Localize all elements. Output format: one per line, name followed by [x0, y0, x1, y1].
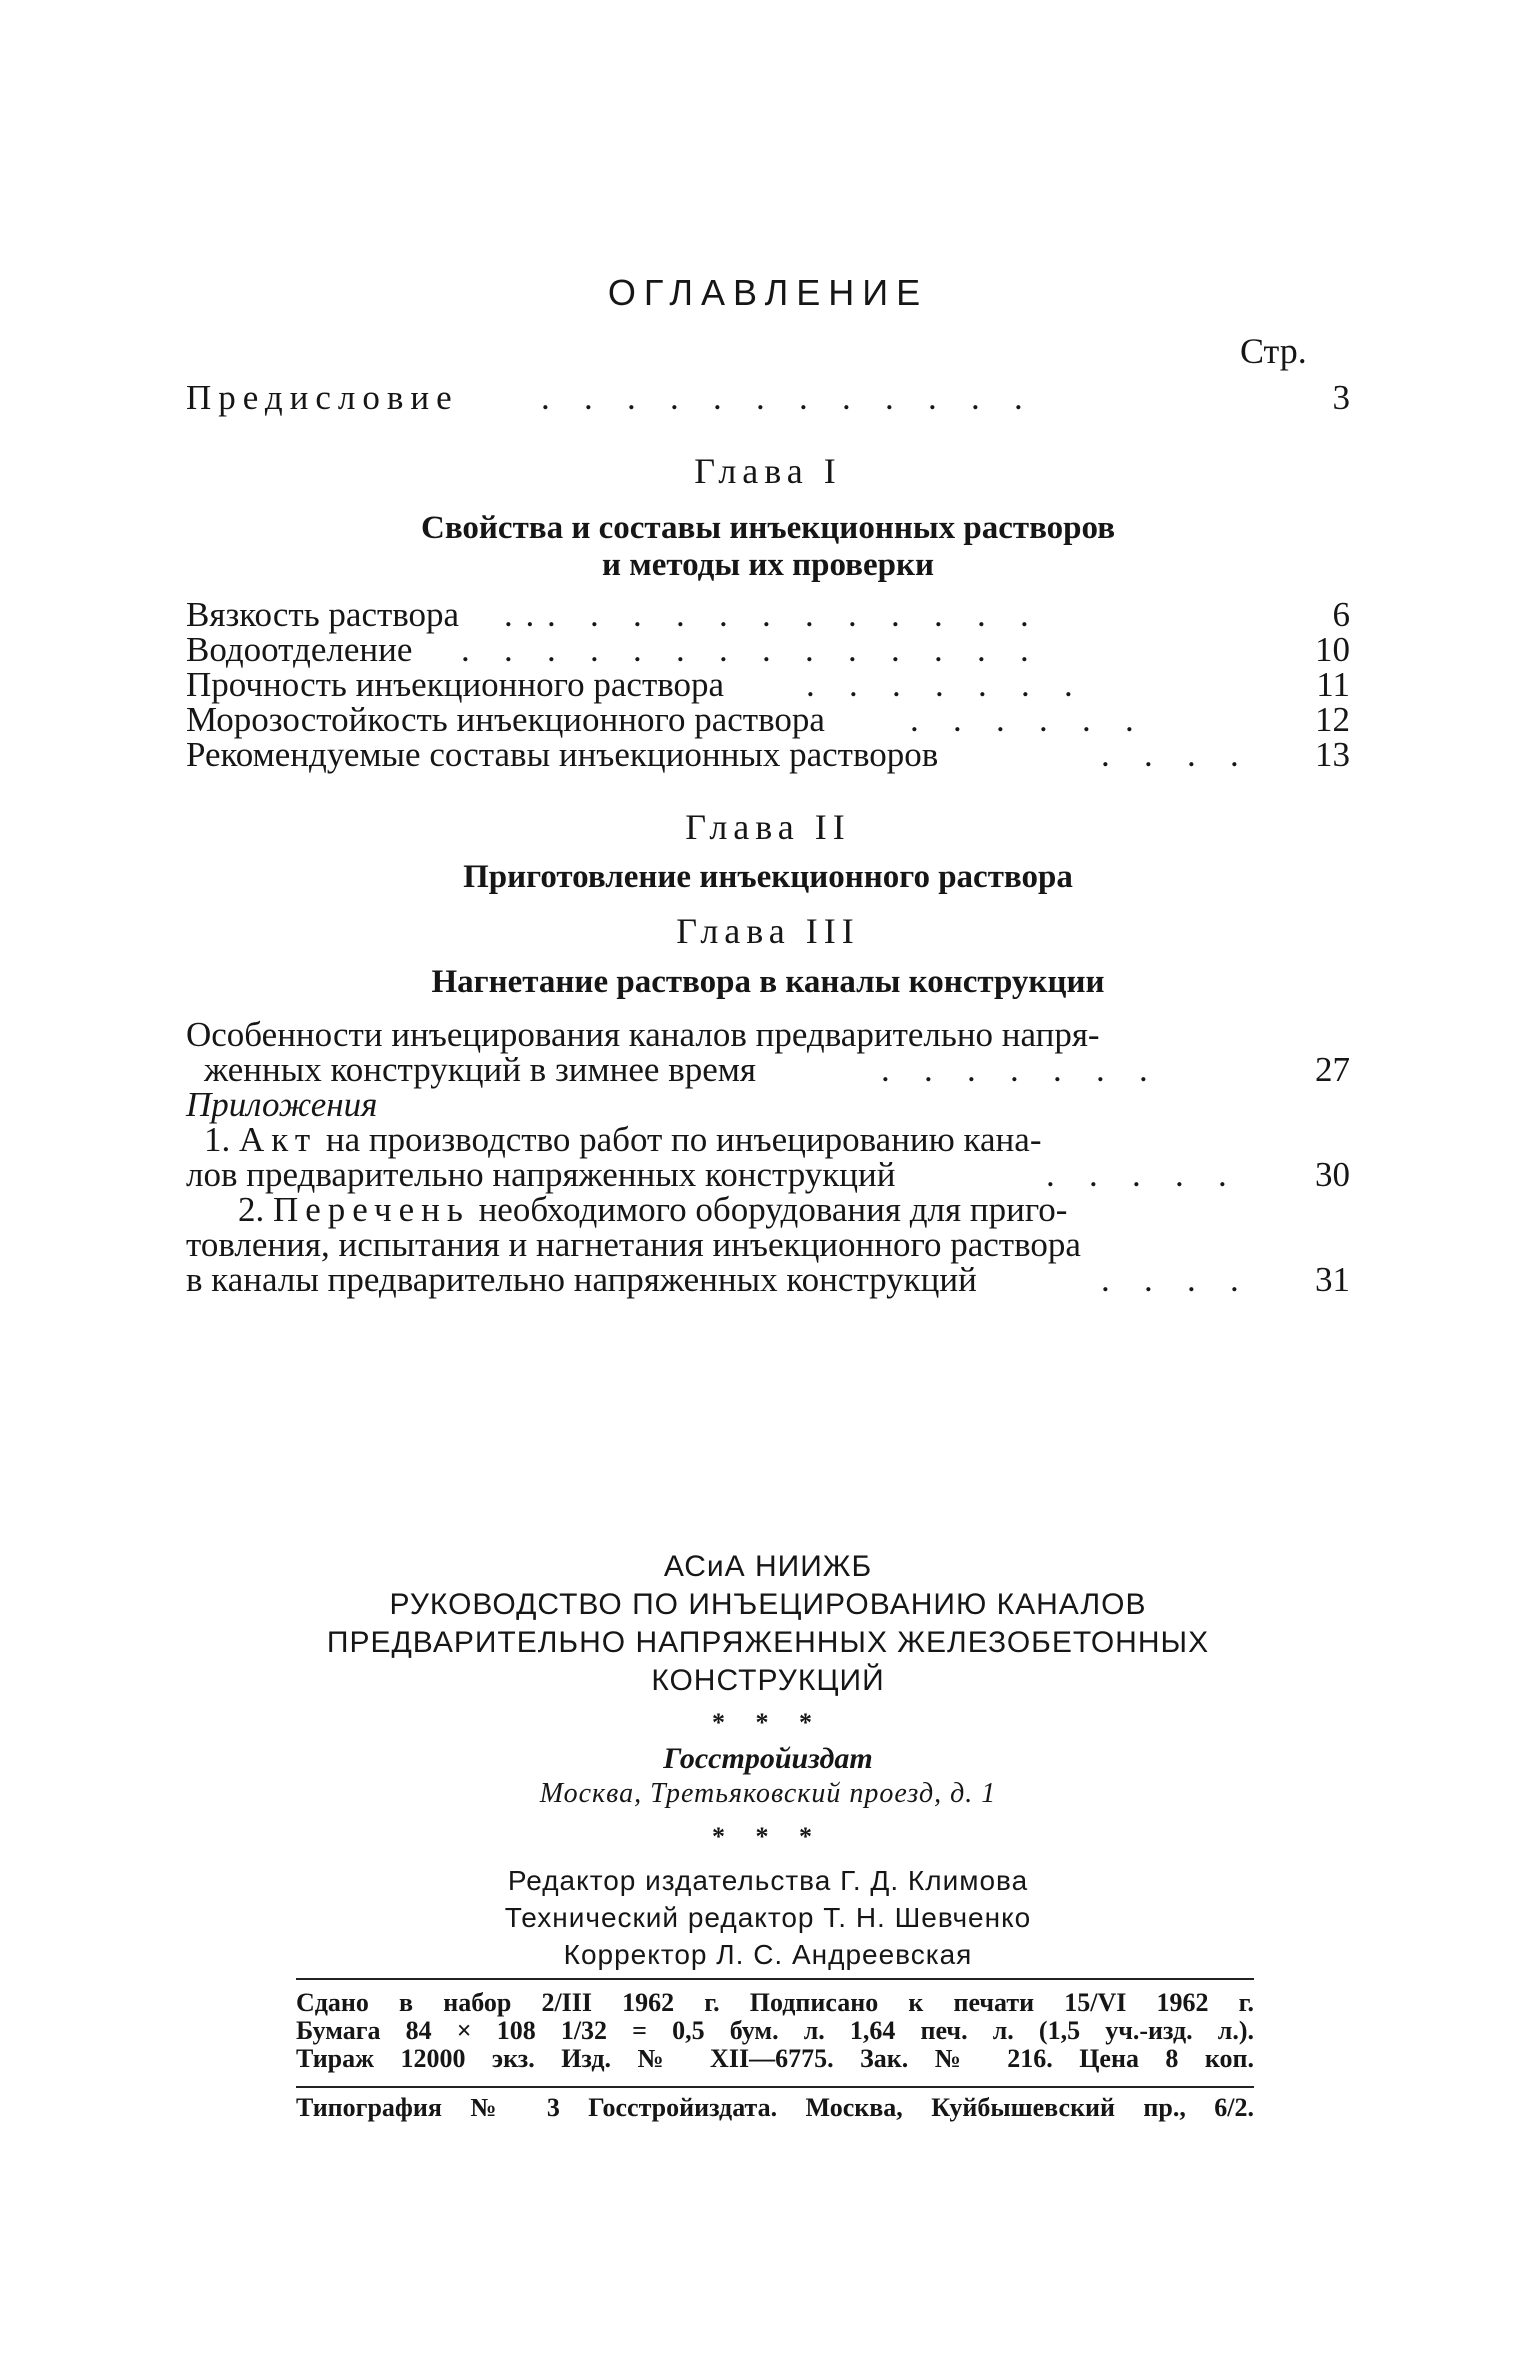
toc-entry-title: Рекомендуемые составы инъекционных растворов: [186, 735, 939, 774]
toc-entry-page: 31: [1315, 1260, 1350, 1299]
toc-entry-title: в каналы предварительно напряженных конструкций: [186, 1260, 977, 1299]
toc-entry-preface: [186, 378, 1350, 418]
appendix-keyword: Перечень: [273, 1190, 470, 1229]
publisher-address: Москва, Третьяковский проезд, д. 1: [539, 1778, 997, 1809]
toc-entry: [186, 630, 1350, 670]
toc-entry: [186, 1155, 1350, 1195]
toc-entry-title: Водоотделение: [186, 630, 413, 669]
chapter-2-subtitle: Приготовление инъекционного раствора: [463, 859, 1073, 895]
toc-entry-title: женных конструкций в зимнее время: [204, 1050, 757, 1089]
imprint-org: АСиА НИИЖБ: [663, 1550, 873, 1583]
leader-dots: . . . . . . .: [881, 1050, 1150, 1089]
toc-entry: [186, 1260, 1350, 1300]
toc-entry-page: 13: [1315, 735, 1350, 774]
leader-dots: . . . . . . . . . . . . . .: [504, 595, 1031, 634]
leader-dots: . . . . . . . . . . . .: [541, 378, 1025, 417]
toc-entry-title: товления, испытания и нагнетания инъекционного раствора: [186, 1225, 1081, 1264]
appendix-text: необходимого оборудования для приго-: [469, 1190, 1068, 1229]
separator-stars: * * *: [712, 1822, 824, 1851]
printer-info: Типография № 3 Госстройиздата. Москва, Куйбышевский пр., 6/2.: [296, 2093, 1254, 2122]
appendix-1: [186, 1120, 1350, 1160]
separator-stars: * * *: [712, 1708, 824, 1737]
toc-entry-page: 27: [1315, 1050, 1350, 1089]
publication-details-line-1: Сдано в набор 2/III 1962 г. Подписано к печати 15/VI 1962 г.: [296, 1988, 1254, 2017]
chapter-2-heading: Глава II: [685, 807, 851, 847]
appendix-number: 1.: [204, 1120, 231, 1159]
imprint-title-line-2: ПРЕДВАРИТЕЛЬНО НАПРЯЖЕННЫХ ЖЕЛЕЗОБЕТОННЫХ: [326, 1626, 1210, 1659]
toc-entry-page: 30: [1315, 1155, 1350, 1194]
contents-title: ОГЛАВЛЕНИЕ: [607, 272, 929, 313]
appendix-number: 2.: [238, 1190, 265, 1229]
appendix-1-title: [204, 1120, 1041, 1160]
leader-dots: . . . .: [1101, 1260, 1241, 1299]
toc-entry-page: 3: [1332, 378, 1350, 417]
toc-entry-title: Прочность инъекционного раствора: [186, 665, 725, 704]
divider-line: [296, 1978, 1254, 1980]
publication-details-line-3: Тираж 12000 экз. Изд. № XII—6775. Зак. № 216. Цена 8 коп.: [296, 2044, 1254, 2073]
appendices-label-row: [186, 1085, 1350, 1125]
toc-entry-title: лов предварительно напряженных конструкций: [186, 1155, 896, 1194]
toc-entry: [186, 700, 1350, 740]
toc-entry: [186, 665, 1350, 705]
page-column-label: Стр.: [1240, 331, 1307, 371]
toc-entry-title: Вязкость раствора: [186, 595, 460, 634]
imprint-title-line-1: РУКОВОДСТВО ПО ИНЪЕЦИРОВАНИЮ КАНАЛОВ: [389, 1588, 1147, 1621]
toc-entry-title: Особенности инъецирования каналов предварительно напря-: [186, 1015, 1100, 1054]
chapter-3-subtitle: Нагнетание раствора в каналы конструкции: [431, 964, 1105, 1000]
divider-line: [296, 2086, 1254, 2088]
leader-dots: . . . . . . .: [806, 665, 1075, 704]
chapter-1-subtitle-2: и методы их проверки: [601, 547, 935, 583]
chapter-3-heading: Глава III: [676, 911, 860, 951]
leader-dots: . . . . .: [1046, 1155, 1229, 1194]
toc-entry: [186, 595, 1350, 635]
toc-entry-page: 6: [1332, 595, 1350, 634]
toc-entry-page: 12: [1315, 700, 1350, 739]
editor-credit: Редактор издательства Г. Д. Климова: [507, 1865, 1029, 1896]
appendix-2: [186, 1190, 1350, 1230]
leader-dots: . . . . . .: [910, 700, 1136, 739]
toc-entry-page: 11: [1316, 665, 1350, 704]
chapter-1-subtitle: Свойства и составы инъекционных растворов: [420, 510, 1116, 546]
tech-editor-credit: Технический редактор Т. Н. Шевченко: [504, 1902, 1032, 1933]
imprint-title-line-3: КОНСТРУКЦИЙ: [651, 1664, 885, 1697]
leader-dots: . . . .: [1101, 735, 1241, 774]
appendix-2-title: [238, 1190, 1067, 1230]
proofreader-credit: Корректор Л. С. Андреевская: [563, 1939, 973, 1970]
appendices-label: Приложения: [186, 1085, 378, 1124]
toc-entry: [186, 1050, 1350, 1090]
toc-entry-title: Предисловие: [186, 378, 459, 417]
toc-entry-line: [186, 1225, 1350, 1265]
publisher-name: Госстройиздат: [663, 1742, 873, 1775]
appendix-keyword: Акт: [239, 1120, 318, 1159]
publication-details-line-2: Бумага 84 × 108 1/32 = 0,5 бум. л. 1,64 печ. л. (1,5 уч.-изд. л.).: [296, 2016, 1254, 2045]
appendix-text: на производство работ по инъецированию кана-: [317, 1120, 1042, 1159]
toc-entry: [186, 735, 1350, 775]
leader-dots: . . . . . . . . . . . . . .: [461, 630, 1031, 669]
toc-entry-page: 10: [1315, 630, 1350, 669]
chapter-1-heading: Глава I: [694, 451, 842, 491]
toc-entry-line: [186, 1015, 1350, 1055]
toc-entry-title: Морозостойкость инъекционного раствора: [186, 700, 825, 739]
